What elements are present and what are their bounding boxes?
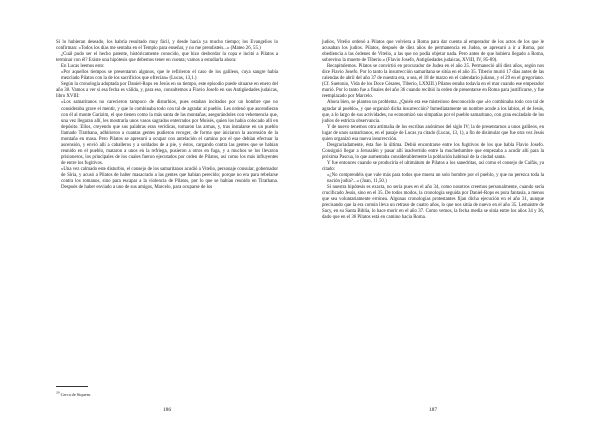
paragraph: Ahora bien, se plantea un problema. ¿Quién era ese misterioso desconocido que «lo combinaba todo con tal de agradar al pueblo», y que organizó dicha insurrección? Inmediatamente un nombre acude a los labios, el de Jesús, que, a lo largo de sus actividades, no economizó sus simpatías por el pueblo samaritano, con gran escándalo de los judíos de estricta observancia. xyxy=(322,100,544,124)
page-number-left: 186 xyxy=(162,407,172,413)
paragraph: Recapitulemos. Pilatos se convirtió en procurador de Judea en el año 25. Permaneció allí diez años, según nos dice Flavio Josefo. Por lo tanto la insurrección samaritana se sitúa en el año 35. Tiberio murió 17 días antes de las calendas de abril del año 37 de nuestra era, o sea, el 18 de marzo en el calendario juliano, y el 29 en el gregoriano. (Cf. Suetonio, Vida de los Doce Césares, Tiberio, LXXIII.) Pilatos estaba todavía en el mar cuando ese emperador murió. Por lo tanto fue a finales del año 36 cuando recibió la orden de presentarse en Roma para justificarse, y fue reemplazado por Marcelo. xyxy=(322,64,544,100)
paragraph: Según la cronología adoptada por Daniel-Rops en Jesús en su tiempo, este episodio puede situarse en enero del año 30. Vamos a ver si esa fecha es válida, y, para eso, consultemos a Flavio Josefo en sus Antigüedades judaicas, libro XVIII: xyxy=(56,82,278,100)
quote-paragraph: «¿No comprendéis que vale más para todos que muera un solo hombre por el pueblo, y que no perezca toda la nación judía?...» (Juan, 11,50.) xyxy=(327,173,544,185)
paragraph: Y de nuevo tenemos otra artimaña de los escribas anónimos del siglo IV; la de presentarnos a unos galileos, en lugar de unos samaritanos, en el pasaje de Lucas ya citado (Lucas, 13, 1), a fin de disimular que fue otra vez Jesús quien organizó esa nueva insurrección. xyxy=(322,124,544,142)
paragraph: En Lucas leemos esto: xyxy=(61,64,105,70)
paragraph: ¿Cuál pudo ser el hecho patente, históricamente conocido, que hizo desbordar la copa e incitó a Pilatos a terminar con él? Existe una hipótesis que debemos tener en cuenta; vamos a estudiarla ahora: xyxy=(56,52,278,64)
paragraph: Si lo hubieran deseado, los habría resultado muy fácil, y desde hacía ya mucho tiempo; los Evangelios lo confirman: «Todos los días me sentaba en el Templo para enseñar, y no me prendisteis...» (Mateo 26, 55.) xyxy=(56,40,278,52)
footnote-text: Cerca de Siquem. xyxy=(60,392,92,397)
page-number-right: 187 xyxy=(428,407,438,413)
paragraph: Desgraciadamente, ésta fue la última. Debió encontrarse entre los fugitivos de los que habla Flavio Josefo. Consiguió llegar a Jerusalén y pasar allí inadvertido entre la muchedumbre que empezaba a acudir allí para la próxima Pascua, lo que aumentaba considerablemente la población habitual de la ciudad santa. xyxy=(322,142,544,160)
footnote-divider xyxy=(56,386,88,387)
left-page xyxy=(56,40,278,410)
quote-paragraph: «Los samaritanos no carecieron tampoco de disturbios, pues estaban incitados por un hombre que no consideraba grave el mentir, y que lo combinaba todo con tal de agradar al pueblo. Les ordenó que ascendieran con él al monte Garizim, el que tienen como la más santa de las montañas, asegurándoles con vehemencia que, una vez llegaran allí, les mostraría unos vasos sagrados enterrados por Moisés, quien los había colocado allí en depósito. Ellos, creyendo que sus palabras eran verídicas, tomaron las armas, y, tras instalarse en un pueblo llamado Tirathana, adhirieron a cuantas gentes pudieron recoger, de forma que iniciaron la ascensión de la montaña en masa. Pero Pilatos se apresuró a ocupar con antelación el camino por el que debían efectuar la ascensión, y envió allí a caballeros y a soldados de a pie, y éstos, cargando contra las gentes que se habían reunido en el pueblo, mataron a unos en la refriega, pusieron a otros en fuga, y a muchos se los llevaron prisioneros, los principales de los cuales fueron ejecutados por orden de Pilatos, así como los más influyentes de entre los fugitivos. xyxy=(61,100,278,166)
quote-paragraph: «Por aquellos tiempos se presentaron algunos, que le refirieron el caso de los galileos, cuya sangre había mezclado Pilatos con la de los sacrificios que ofrecían» (Lucas, 13,1.) xyxy=(61,70,278,82)
footnote xyxy=(56,392,91,397)
quote-paragraph: «Una vez calmado este disturbio, el consejo de los samaritanos acudió a Vitelio, personaje consular, gobernador de Siria, y acusó a Pilatos de haber masacrado a las gentes que habían perecido; porque no era para rebelarse contra los romanos, sino para escapar a la violencia de Pilatos, por lo que se habían reunido en Tirathana. Después de haber enviado a uno de sus amigos, Marcelo, para ocuparse de los xyxy=(61,166,278,191)
right-page xyxy=(322,40,544,410)
paragraph: Y fue entonces cuando se produciría el ultimátum de Pilatos a los sanedritas, así como el consejo de Caifás, ya citado: xyxy=(322,160,544,172)
paragraph: judíos, Vitelio ordenó a Pilatos que volviera a Roma para dar cuenta al emperador de los actos de los que le acusaban los judíos. Pilatos, después de diez años de permanencia en Judea, se apresuró a ir a Roma, por obediencia a las órdenes de Vitelio, a las que no podía objetar nada. Pero antes de que hubiera llegado a Roma, sobrevino la muerte de Tiberio.» (Flavio Josefo, Antigüedades judaicas, XVIII, IV, 85-89). xyxy=(322,40,544,64)
paragraph: Si nuestra hipótesis es exacta, no sería pues en el año 34, como nosotros creemos personalmente, cuando sería crucificado Jesús, sino en el 35. De todos modos, la cronología seguida por Daniel-Rops es pura fantasía, a menos que sea voluntariamente errónea. Algunas cronologías protestantes fijan dicha ejecución en el año 31, aunque precisando que la era común lleva un retraso de cuatro años, lo que nos sitúa de nuevo en el año 35. Lemaistre de Sacy, en su Santa Biblia, lo hace morir en el año 37. Como vemos, la fecha media se sitúa entre los años 34 y 36, dado que en el 36 Pilatos está en camino hacia Roma. xyxy=(322,185,544,221)
footnote-marker: 29 xyxy=(56,390,60,395)
